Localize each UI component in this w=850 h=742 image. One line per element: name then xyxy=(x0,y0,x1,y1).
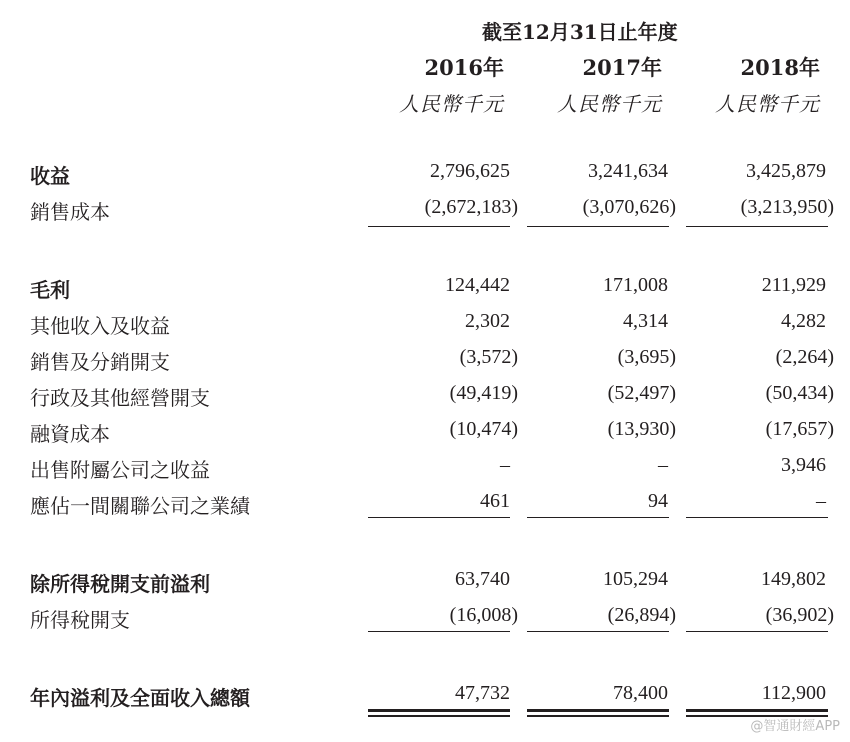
rule-subtotal xyxy=(527,226,669,227)
year-header-2016: 2016年 xyxy=(424,55,504,80)
year-header-2018: 2018年 xyxy=(740,55,820,80)
rule-total-double xyxy=(368,709,510,712)
row-value-2018: 211,929 xyxy=(761,274,826,296)
row-label: 行政及其他經營開支 xyxy=(30,386,210,410)
row-value-2016: 461 xyxy=(480,490,510,512)
row-value-2018: 112,900 xyxy=(761,682,826,704)
row-value-2018: – xyxy=(816,490,826,512)
rule-subtotal xyxy=(686,631,828,632)
rule-subtotal xyxy=(527,517,669,518)
rule-total-double xyxy=(527,715,669,717)
row-value-2017: (3,070,626) xyxy=(582,196,676,218)
row-label: 年內溢利及全面收入總額 xyxy=(30,686,250,710)
rule-subtotal xyxy=(368,631,510,632)
row-label: 出售附屬公司之收益 xyxy=(30,458,210,482)
rule-subtotal xyxy=(368,517,510,518)
row-value-2016: 2,302 xyxy=(465,310,510,332)
row-value-2017: – xyxy=(658,454,668,476)
row-label: 銷售成本 xyxy=(30,200,110,224)
row-value-2018: (17,657) xyxy=(765,418,834,440)
row-value-2017: 4,314 xyxy=(623,310,668,332)
row-value-2018: 3,946 xyxy=(781,454,826,476)
row-value-2017: 94 xyxy=(648,490,668,512)
row-value-2016: 63,740 xyxy=(455,568,510,590)
unit-label-2016: 人民幣千元 xyxy=(399,92,504,116)
row-value-2017: 78,400 xyxy=(613,682,668,704)
period-heading: 截至12月31日止年度 xyxy=(482,20,678,44)
row-label: 收益 xyxy=(30,164,70,188)
row-label: 銷售及分銷開支 xyxy=(30,350,170,374)
row-value-2017: (52,497) xyxy=(607,382,676,404)
row-value-2017: (26,894) xyxy=(607,604,676,626)
row-label: 除所得稅開支前溢利 xyxy=(30,572,210,596)
row-value-2017: 171,008 xyxy=(603,274,668,296)
row-value-2016: (16,008) xyxy=(449,604,518,626)
row-label: 毛利 xyxy=(30,278,70,302)
unit-label-2017: 人民幣千元 xyxy=(557,92,662,116)
row-value-2018: (2,264) xyxy=(775,346,834,368)
unit-label-2018: 人民幣千元 xyxy=(715,92,820,116)
year-header-2017: 2017年 xyxy=(582,55,662,80)
row-label: 融資成本 xyxy=(30,422,110,446)
row-value-2016: (3,572) xyxy=(459,346,518,368)
row-label: 所得稅開支 xyxy=(30,608,130,632)
row-value-2016: (10,474) xyxy=(449,418,518,440)
row-value-2018: 149,802 xyxy=(761,568,826,590)
row-value-2018: 4,282 xyxy=(781,310,826,332)
row-value-2016: – xyxy=(500,454,510,476)
row-value-2016: 47,732 xyxy=(455,682,510,704)
row-value-2016: 124,442 xyxy=(445,274,510,296)
rule-subtotal xyxy=(686,517,828,518)
row-label: 應佔一間關聯公司之業績 xyxy=(30,494,250,518)
watermark: @智通財經APP xyxy=(750,719,840,734)
row-value-2018: 3,425,879 xyxy=(746,160,826,182)
rule-total-double xyxy=(368,715,510,717)
row-value-2018: (3,213,950) xyxy=(740,196,834,218)
rule-total-double xyxy=(686,709,828,712)
row-value-2018: (36,902) xyxy=(765,604,834,626)
row-value-2016: (49,419) xyxy=(449,382,518,404)
rule-total-double xyxy=(527,709,669,712)
row-value-2017: 105,294 xyxy=(603,568,668,590)
row-value-2017: (13,930) xyxy=(607,418,676,440)
row-value-2017: 3,241,634 xyxy=(588,160,668,182)
row-value-2016: 2,796,625 xyxy=(430,160,510,182)
row-value-2018: (50,434) xyxy=(765,382,834,404)
rule-subtotal xyxy=(527,631,669,632)
row-label: 其他收入及收益 xyxy=(30,314,170,338)
row-value-2017: (3,695) xyxy=(617,346,676,368)
row-value-2016: (2,672,183) xyxy=(424,196,518,218)
rule-subtotal xyxy=(368,226,510,227)
rule-subtotal xyxy=(686,226,828,227)
